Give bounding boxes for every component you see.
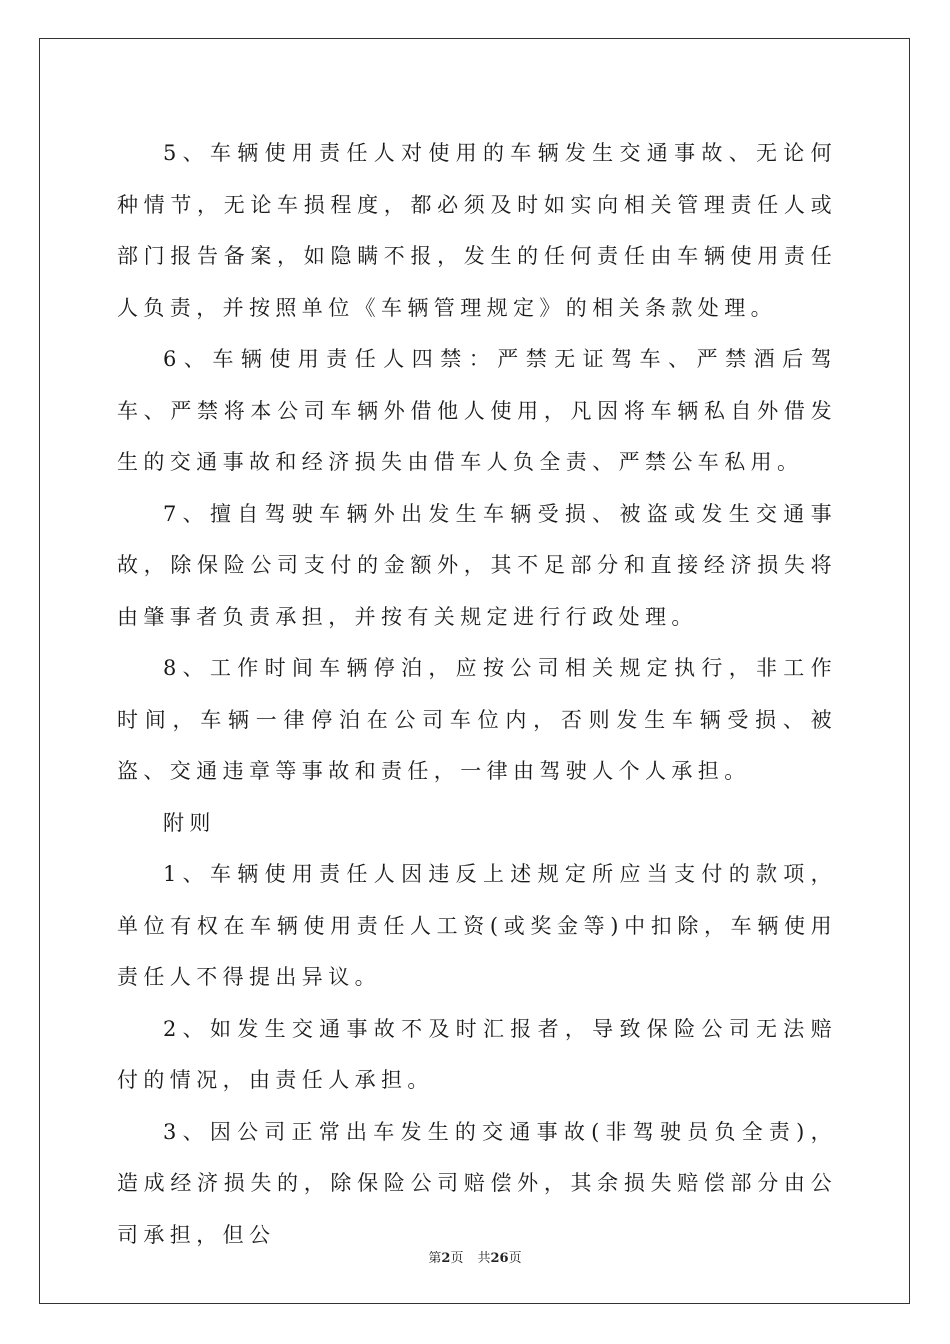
page-footer <box>0 1247 950 1266</box>
paragraph-rule-6: 6、车辆使用责任人四禁：严禁无证驾车、严禁酒后驾车、严禁将本公司车辆外借他人使用，凡因将车辆私自外借发生的交通事故和经济损失由借车人负全责、严禁公车私用。 <box>117 347 837 474</box>
page-suffix: 页 <box>450 1251 464 1266</box>
total-prefix: 共 <box>477 1251 491 1266</box>
page-current: 2 <box>441 1251 451 1266</box>
document-body <box>117 128 837 1261</box>
paragraph-appendix-3: 3、因公司正常出车发生的交通事故(非驾驶员负全责)，造成经济损失的，除保险公司赔偿外，其余损失赔偿部分由公司承担，但公 <box>117 1119 837 1247</box>
page-total: 26 <box>490 1251 509 1266</box>
total-suffix: 页 <box>508 1251 522 1266</box>
section-heading-appendix: 附则 <box>163 810 216 835</box>
paragraph-appendix-1: 1、车辆使用责任人因违反上述规定所应当支付的款项，单位有权在车辆使用责任人工资(或奖金等)中扣除，车辆使用责任人不得提出异议。 <box>117 862 837 989</box>
paragraph-appendix-2: 2、如发生交通事故不及时汇报者，导致保险公司无法赔付的情况，由责任人承担。 <box>117 1016 837 1092</box>
paragraph-rule-8: 8、工作时间车辆停泊，应按公司相关规定执行，非工作时间，车辆一律停泊在公司车位内，否则发生车辆受损、被盗、交通违章等事故和责任，一律由驾驶人个人承担。 <box>117 656 837 783</box>
paragraph-rule-7: 7、擅自驾驶车辆外出发生车辆受损、被盗或发生交通事故，除保险公司支付的金额外，其不足部分和直接经济损失将由肇事者负责承担，并按有关规定进行行政处理。 <box>117 501 837 629</box>
page-prefix: 第 <box>428 1251 442 1266</box>
paragraph-rule-5: 5、车辆使用责任人对使用的车辆发生交通事故、无论何种情节，无论车损程度，都必须及时如实向相关管理责任人或部门报告备案，如隐瞒不报，发生的任何责任由车辆使用责任人负责，并按照单位《车辆管理规定》的相关条款处理。 <box>117 141 837 320</box>
